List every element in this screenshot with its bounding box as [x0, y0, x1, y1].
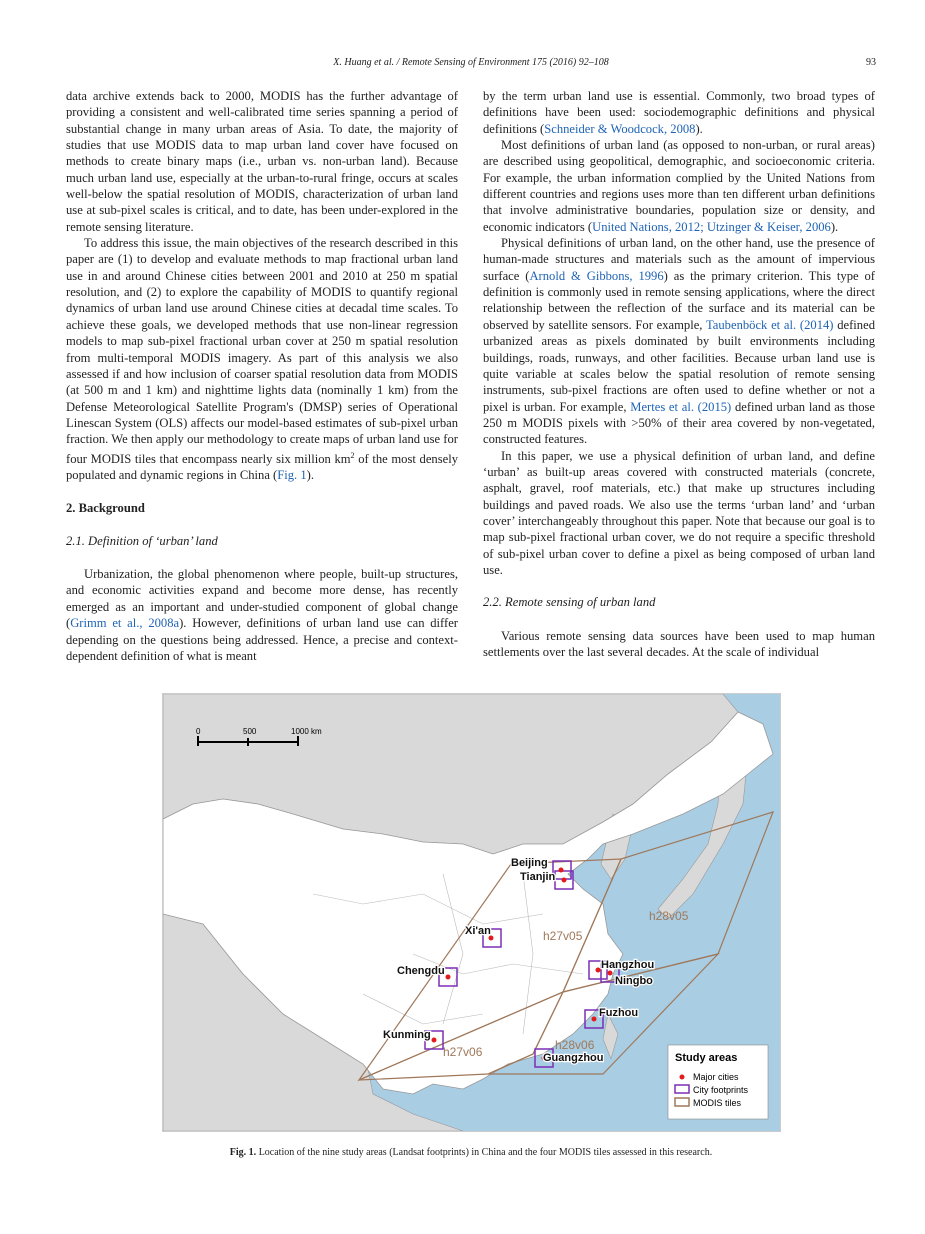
- text-span: defined urban land as those 250 m MODIS pixels with >50% of their area covered by non-vegetated, constructed features.: [483, 399, 875, 447]
- scale-label-0: 0: [196, 727, 201, 736]
- text-span: ).: [830, 219, 839, 234]
- superscript: 2: [350, 450, 355, 460]
- citation-link[interactable]: Grimm et al., 2008a: [70, 616, 180, 631]
- text-span: To address this issue, the main objectives of the research described in this paper are (1) to develop and evaluate methods to map fractional urban land use in and around Chinese cities between 2001 and 2010 at 250 m spatial resolution, and (2) to explore the capability of MODIS to quantify regional dynamics of urban land use around Chinese cities at decadal time scales. To achieve these goals, we developed methods that use non-linear regression models to map sub-pixel fractional urban cover at 250 m spatial resolution from multi-temporal MODIS imagery. As part of this analysis we also assessed if and how inclusion of coarser spatial resolution data from MODIS (at 500 m and 1 km) and nighttime lights data (nominally 1 km) from the Defense Meteorological Satellite Program's (DMSP) series of Operational Linescan System (OLS) affects our model-based estimates of sub-pixel urban fraction. We then apply our methodology to create maps of urban land use for four MODIS tiles that encompass nearly six million km: [66, 236, 458, 466]
- city-label-guangzhou: Guangzhou: [543, 1052, 604, 1064]
- left-column: [66, 88, 458, 664]
- citation-link[interactable]: Mertes et al. (2015): [630, 399, 732, 414]
- city-label-beijing: Beijing: [511, 857, 548, 869]
- text-span: ). However, definitions of urban land use can differ depending on the questions being addressed. Hence, a precise and context-dependent definition of what is meant: [66, 616, 458, 663]
- city-dot-fuzhou: [592, 1017, 597, 1022]
- text-span: ).: [695, 121, 703, 136]
- city-dot-tianjin: [562, 878, 567, 883]
- right-column: [483, 88, 875, 660]
- caption-text: Location of the nine study areas (Landsat footprints) in China and the four MODIS tiles assessed in this research.: [256, 1147, 713, 1158]
- running-title: X. Huang et al. / Remote Sensing of Environment 175 (2016) 92–108: [333, 57, 609, 68]
- city-label-tianjin: Tianjin: [520, 871, 556, 883]
- scale-label-500: 500: [243, 727, 257, 736]
- paragraph: [483, 235, 875, 447]
- figure-caption: [66, 1147, 876, 1158]
- scale-label-1000: 1000 km: [291, 727, 322, 736]
- figure-map: [162, 693, 781, 1132]
- city-label-fuzhou: Fuzhou: [599, 1007, 639, 1019]
- legend-title: Study areas: [675, 1052, 738, 1064]
- text-span: Physical definitions of urban land, on the other hand, use the presence of human-made structures and materials such as the amount of impervious surface (: [483, 236, 875, 283]
- china-map: [163, 694, 780, 1131]
- caption-label: Fig. 1.: [229, 1147, 257, 1158]
- citation-link[interactable]: Taubenböck et al. (2014): [705, 317, 834, 332]
- text-span: defined urbanized areas as pixels dominated by built environments including buildings, roads, runways, and other facilities. Because urban land use is quite variable at scales below the spatial resolution of remote sensing instruments, sub-pixel fractions are often used to define whether or not a pixel is urban. For example,: [483, 317, 875, 414]
- tile-label-h28v05: h28v05: [649, 909, 689, 923]
- citation-link[interactable]: United Nations, 2012; Utzinger & Keiser, 2006: [592, 219, 831, 234]
- legend-item-major-cities: Major cities: [693, 1072, 739, 1082]
- page-number: 93: [866, 57, 876, 68]
- tile-label-h27v06: h27v06: [443, 1045, 483, 1059]
- text-span: by the term urban land use is essential. Commonly, two broad types of definitions have been used: sociodemographic definitions and physical definitions (: [483, 89, 875, 136]
- citation-link[interactable]: Schneider & Woodcock, 2008: [544, 121, 696, 136]
- text-span: ) as the primary criterion. This type of definition is commonly used in remote sensing applications, where the direct relationship between the reflection of the surface and its material can be observed by satellite sensors. For example,: [483, 268, 875, 332]
- tile-label-h28v06: h28v06: [555, 1038, 595, 1052]
- text-span: Urbanization, the global phenomenon where people, built-up structures, and economic activities expand and become more dense, has recently emerged as an important and under-studied component of global change (: [66, 567, 458, 631]
- section-heading: 2. Background: [66, 501, 145, 516]
- paragraph: [483, 88, 875, 137]
- city-label-ningbo: Ningbo: [615, 975, 653, 987]
- city-dot-chengdu: [446, 975, 451, 980]
- city-dot-ningbo: [608, 971, 613, 976]
- city-label-hangzhou: Hangzhou: [601, 959, 655, 971]
- city-dot-hangzhou: [596, 968, 601, 973]
- text-span: ).: [306, 468, 314, 483]
- city-label-xian: Xi'an: [465, 925, 491, 937]
- legend-item-modis-tiles: MODIS tiles: [693, 1098, 742, 1108]
- paragraph: In this paper, we use a physical definition of urban land, and define ‘urban’ as built-up areas covered with constructed materials (concrete, asphalt, gravel, roof materials, etc.) that make up structures including buildings and paved roads. We also use the terms ‘urban land’ and ‘urban cover’ interchangeably throughout this paper. Note that because our goal is to map sub-pixel fractional urban cover, we do not require a specific threshold of sub-pixel urban cover to define a pixel as being composed of urban land use.: [483, 448, 875, 577]
- subsection-heading: 2.2. Remote sensing of urban land: [483, 595, 656, 610]
- city-dot-kunming: [432, 1038, 437, 1043]
- city-dot-beijing: [559, 868, 564, 873]
- tile-label-h27v05: h27v05: [543, 929, 583, 943]
- subsection-heading: 2.1. Definition of ‘urban’ land: [66, 533, 218, 548]
- city-label-kunming: Kunming: [383, 1029, 431, 1041]
- legend: [668, 1045, 768, 1119]
- legend-city-marker: [680, 1075, 685, 1080]
- paragraph: [66, 235, 458, 483]
- text-span: Most definitions of urban land (as opposed to non-urban, or rural areas) are described using geopolitical, demographic, and socioeconomic criteria. For example, the urban information complied by the United Nations from different countries and regions uses more than ten different urban definitions that involve administrative boundaries, population size or density, and economic indicators (: [483, 138, 875, 234]
- city-label-chengdu: Chengdu: [397, 965, 445, 977]
- text-span: of the most densely populated and dynamic regions in China (: [66, 451, 458, 483]
- page-header: [66, 57, 876, 71]
- figure-link[interactable]: Fig. 1: [277, 468, 307, 483]
- legend-item-city-footprints: City footprints: [693, 1085, 749, 1095]
- paragraph: [483, 137, 875, 235]
- citation-link[interactable]: Arnold & Gibbons, 1996: [529, 268, 664, 283]
- paragraph: [66, 566, 458, 664]
- paragraph: Various remote sensing data sources have been used to map human settlements over the last several decades. At the scale of individual: [483, 628, 875, 659]
- paragraph: data archive extends back to 2000, MODIS has the further advantage of providing a consistent and well-calibrated time series spanning a period of substantial change in many urban areas of Asia. To date, the majority of studies that use MODIS data to map urban land cover have focused on methods to create binary maps (i.e., urban vs. non-urban land). Because much urban land use, especially at the urban-to-rural fringe, occurs at scales well-below the spatial resolution of MODIS, characterization of urban land use at sub-pixel scales is critical, and to date, has been under-explored in the remote sensing literature.: [66, 89, 458, 234]
